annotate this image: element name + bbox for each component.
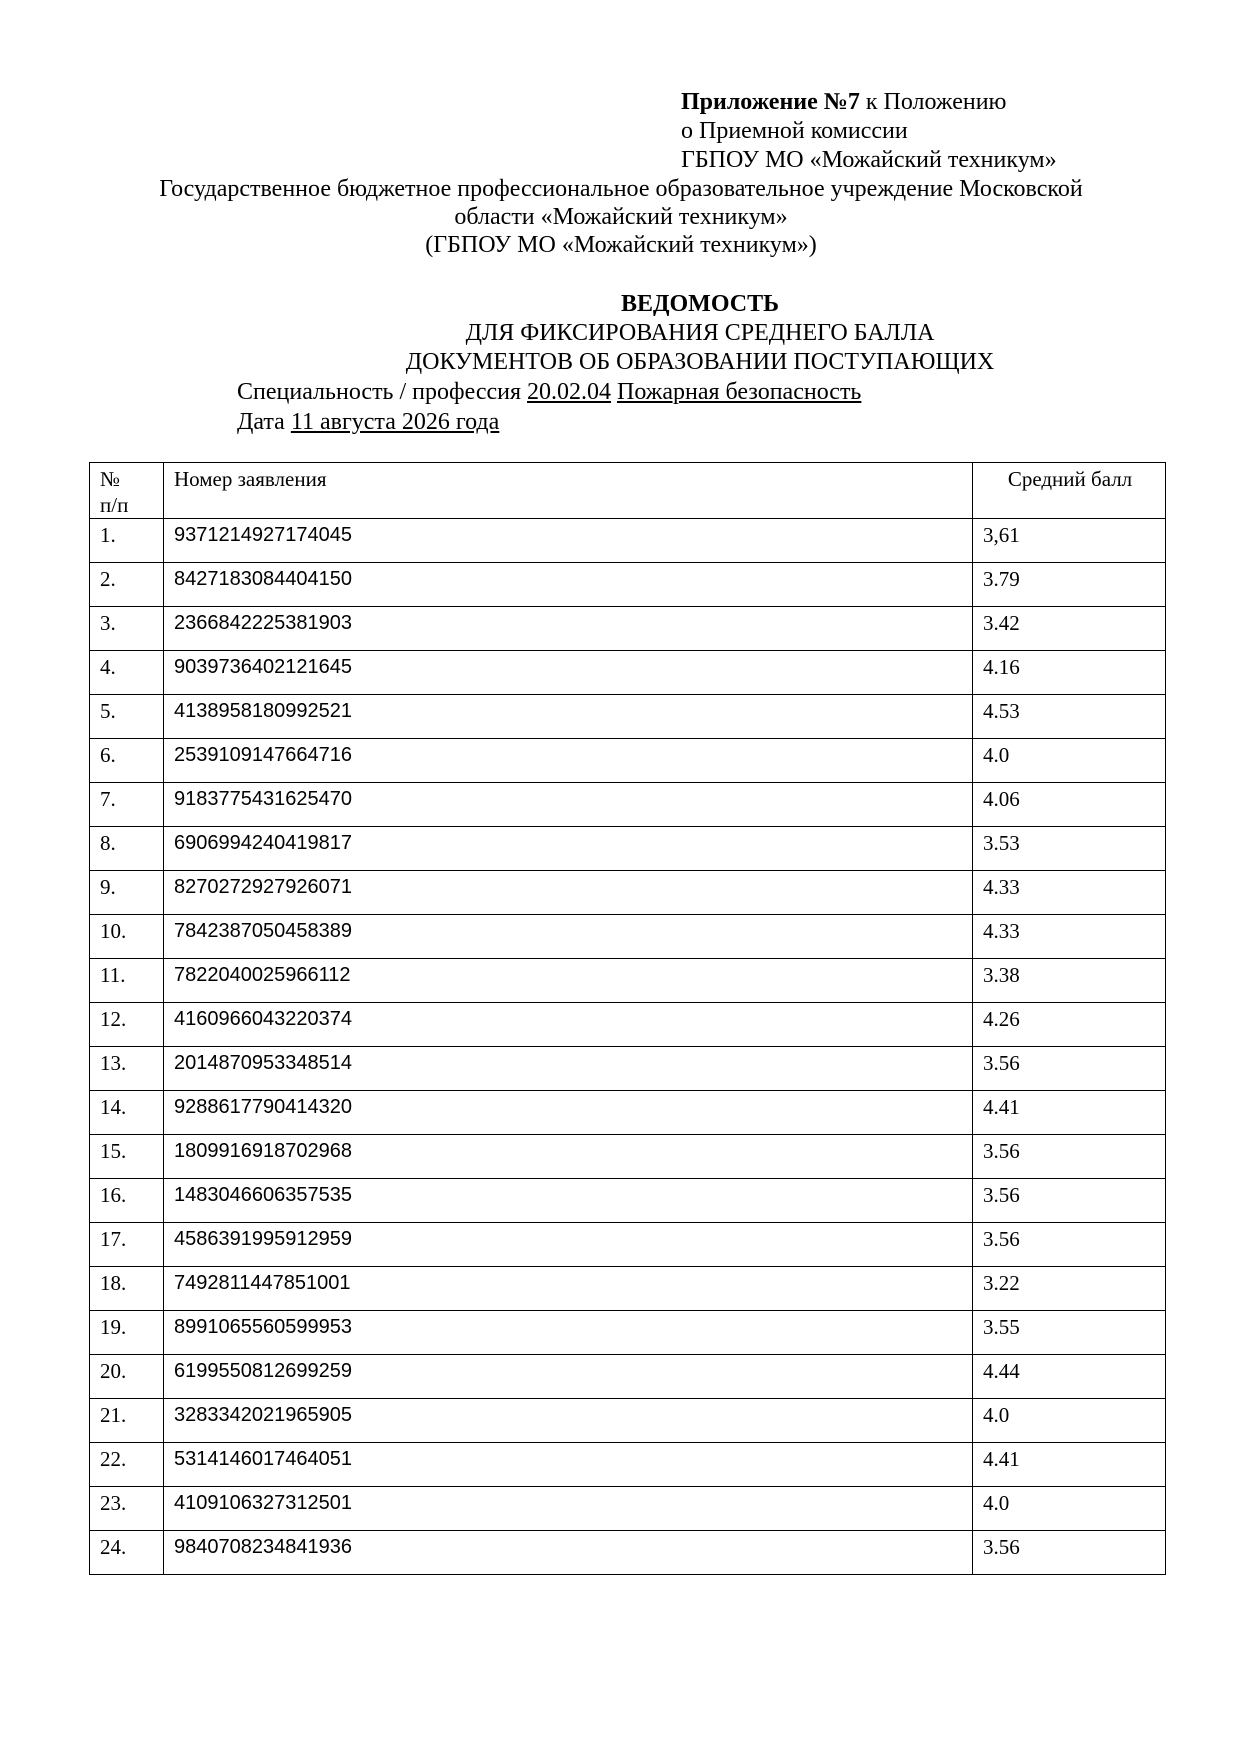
table-row bbox=[90, 1355, 1166, 1399]
application-number: 8270272927926071 bbox=[164, 871, 973, 915]
specialty-label: Специальность / профессия bbox=[237, 379, 528, 405]
application-number: 3283342021965905 bbox=[164, 1399, 973, 1443]
row-number: 13. bbox=[90, 1047, 164, 1091]
application-number: 9183775431625470 bbox=[164, 783, 973, 827]
organization-line-1: Государственное бюджетное профессиональное образовательное учреждение Московской bbox=[159, 176, 1083, 202]
application-number: 1483046606357535 bbox=[164, 1179, 973, 1223]
table-row bbox=[90, 1179, 1166, 1223]
table-row bbox=[90, 651, 1166, 695]
row-number: 3. bbox=[90, 607, 164, 651]
application-number: 9371214927174045 bbox=[164, 519, 973, 563]
application-number: 9288617790414320 bbox=[164, 1091, 973, 1135]
table-row bbox=[90, 871, 1166, 915]
row-number: 17. bbox=[90, 1223, 164, 1267]
table-row bbox=[90, 1487, 1166, 1531]
table-row bbox=[90, 1003, 1166, 1047]
application-number: 4160966043220374 bbox=[164, 1003, 973, 1047]
table-row bbox=[90, 1399, 1166, 1443]
average-score: 3.56 bbox=[973, 1179, 1166, 1223]
appendix-line-2: о Приемной комиссии bbox=[681, 118, 908, 144]
table-row bbox=[90, 1047, 1166, 1091]
header-application: Номер заявления bbox=[164, 463, 973, 519]
date-line bbox=[237, 407, 861, 437]
average-score: 3.56 bbox=[973, 1223, 1166, 1267]
organization-name bbox=[120, 175, 1122, 259]
date-value: 11 августа 2026 года bbox=[290, 409, 500, 435]
application-number: 8991065560599953 bbox=[164, 1311, 973, 1355]
title-sub-2: ДОКУМЕНТОВ ОБ ОБРАЗОВАНИИ ПОСТУПАЮЩИХ bbox=[405, 349, 995, 375]
row-number: 18. bbox=[90, 1267, 164, 1311]
average-score: 4.0 bbox=[973, 1399, 1166, 1443]
application-number: 6906994240419817 bbox=[164, 827, 973, 871]
row-number: 5. bbox=[90, 695, 164, 739]
average-score: 4.06 bbox=[973, 783, 1166, 827]
table-row bbox=[90, 915, 1166, 959]
table-row bbox=[90, 563, 1166, 607]
appendix-note bbox=[681, 88, 1057, 175]
average-score: 3.79 bbox=[973, 563, 1166, 607]
row-number: 11. bbox=[90, 959, 164, 1003]
organization-line-2: области «Можайский техникум» bbox=[454, 204, 788, 230]
average-score: 3.56 bbox=[973, 1531, 1166, 1575]
row-number: 20. bbox=[90, 1355, 164, 1399]
average-score: 3.38 bbox=[973, 959, 1166, 1003]
appendix-line-3: ГБПОУ МО «Можайский техникум» bbox=[681, 147, 1057, 173]
row-number: 10. bbox=[90, 915, 164, 959]
average-score: 4.33 bbox=[973, 915, 1166, 959]
application-number: 4138958180992521 bbox=[164, 695, 973, 739]
table-row bbox=[90, 1311, 1166, 1355]
average-score: 4.44 bbox=[973, 1355, 1166, 1399]
row-number: 9. bbox=[90, 871, 164, 915]
table-row bbox=[90, 1091, 1166, 1135]
average-score: 4.26 bbox=[973, 1003, 1166, 1047]
table-row bbox=[90, 1135, 1166, 1179]
document-meta bbox=[237, 377, 861, 437]
average-score: 3.42 bbox=[973, 607, 1166, 651]
average-score: 4.0 bbox=[973, 1487, 1166, 1531]
application-number: 9840708234841936 bbox=[164, 1531, 973, 1575]
row-number: 1. bbox=[90, 519, 164, 563]
table-row bbox=[90, 827, 1166, 871]
row-number: 7. bbox=[90, 783, 164, 827]
row-number: 16. bbox=[90, 1179, 164, 1223]
date-label: Дата bbox=[237, 409, 291, 435]
average-score: 4.53 bbox=[973, 695, 1166, 739]
row-number: 22. bbox=[90, 1443, 164, 1487]
title-sub-1: ДЛЯ ФИКСИРОВАНИЯ СРЕДНЕГО БАЛЛА bbox=[465, 320, 935, 346]
application-number: 1809916918702968 bbox=[164, 1135, 973, 1179]
specialty-line bbox=[237, 377, 861, 407]
row-number: 12. bbox=[90, 1003, 164, 1047]
table-row bbox=[90, 695, 1166, 739]
table-row bbox=[90, 1443, 1166, 1487]
table-row bbox=[90, 739, 1166, 783]
average-score: 3.56 bbox=[973, 1135, 1166, 1179]
table-row bbox=[90, 959, 1166, 1003]
title-main: ВЕДОМОСТЬ bbox=[620, 291, 779, 317]
application-number: 4586391995912959 bbox=[164, 1223, 973, 1267]
application-number: 9039736402121645 bbox=[164, 651, 973, 695]
average-score: 4.0 bbox=[973, 739, 1166, 783]
document-title bbox=[300, 290, 1100, 377]
application-number: 6199550812699259 bbox=[164, 1355, 973, 1399]
row-number: 2. bbox=[90, 563, 164, 607]
scores-table bbox=[89, 462, 1166, 1575]
application-number: 2539109147664716 bbox=[164, 739, 973, 783]
table-row bbox=[90, 1531, 1166, 1575]
average-score: 4.41 bbox=[973, 1091, 1166, 1135]
appendix-number: Приложение №7 bbox=[681, 89, 860, 115]
table-row bbox=[90, 1223, 1166, 1267]
average-score: 4.41 bbox=[973, 1443, 1166, 1487]
appendix-line-1 bbox=[681, 88, 1057, 117]
organization-line-3: (ГБПОУ МО «Можайский техникум») bbox=[425, 232, 817, 258]
table-row bbox=[90, 783, 1166, 827]
application-number: 7842387050458389 bbox=[164, 915, 973, 959]
header-score: Средний балл bbox=[973, 463, 1166, 519]
row-number: 23. bbox=[90, 1487, 164, 1531]
application-number: 8427183084404150 bbox=[164, 563, 973, 607]
average-score: 4.33 bbox=[973, 871, 1166, 915]
average-score: 4.16 bbox=[973, 651, 1166, 695]
average-score: 3.56 bbox=[973, 1047, 1166, 1091]
specialty-name: Пожарная безопасность bbox=[617, 379, 862, 405]
table-row bbox=[90, 607, 1166, 651]
row-number: 14. bbox=[90, 1091, 164, 1135]
average-score: 3.22 bbox=[973, 1267, 1166, 1311]
row-number: 24. bbox=[90, 1531, 164, 1575]
application-number: 4109106327312501 bbox=[164, 1487, 973, 1531]
row-number: 8. bbox=[90, 827, 164, 871]
application-number: 2014870953348514 bbox=[164, 1047, 973, 1091]
application-number: 5314146017464051 bbox=[164, 1443, 973, 1487]
row-number: 15. bbox=[90, 1135, 164, 1179]
application-number: 7492811447851001 bbox=[164, 1267, 973, 1311]
row-number: 6. bbox=[90, 739, 164, 783]
average-score: 3.55 bbox=[973, 1311, 1166, 1355]
appendix-to-regulation: к Положению bbox=[859, 89, 1007, 115]
table-header-row bbox=[90, 463, 1166, 519]
row-number: 4. bbox=[90, 651, 164, 695]
header-number: № п/п bbox=[90, 463, 164, 519]
application-number: 7822040025966112 bbox=[164, 959, 973, 1003]
average-score: 3,61 bbox=[973, 519, 1166, 563]
application-number: 2366842225381903 bbox=[164, 607, 973, 651]
average-score: 3.53 bbox=[973, 827, 1166, 871]
specialty-code: 20.02.04 bbox=[527, 379, 612, 405]
row-number: 21. bbox=[90, 1399, 164, 1443]
table-row bbox=[90, 519, 1166, 563]
row-number: 19. bbox=[90, 1311, 164, 1355]
table-row bbox=[90, 1267, 1166, 1311]
